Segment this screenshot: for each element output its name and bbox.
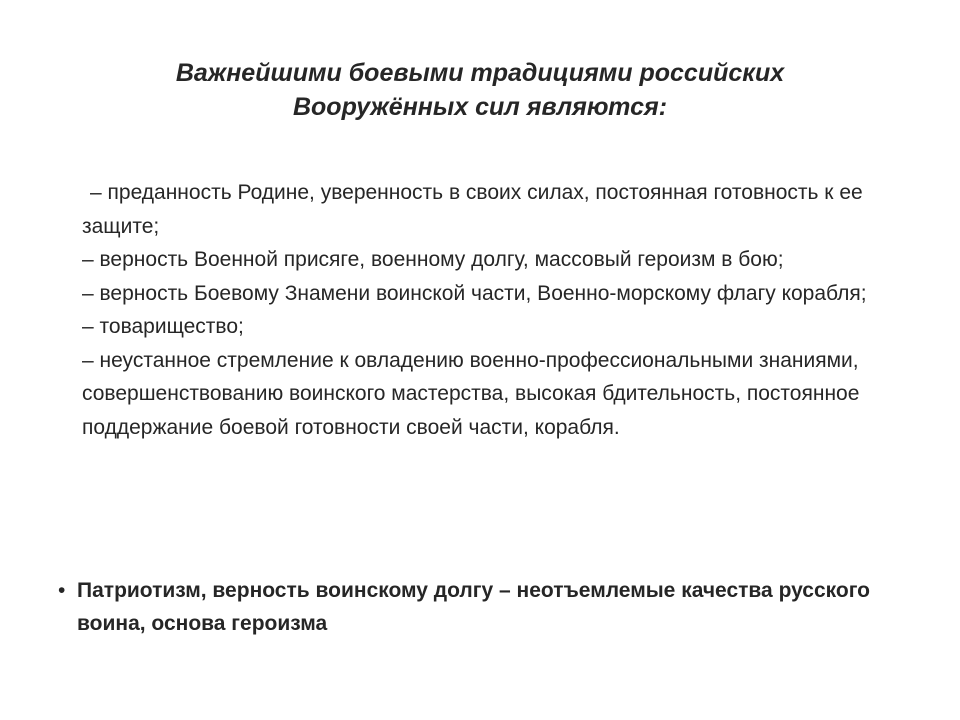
traditions-list (82, 176, 912, 444)
bullet-point (58, 574, 908, 640)
tradition-item-5: – неустанное стремление к овладению военно-профессиональными знаниями, совершенствованию воинского мастерства, высокая бдительность, постоянное поддержание боевой готовности своей части, корабля. (82, 348, 860, 439)
tradition-item-1: – преданность Родине, уверенность в своих силах, постоянная готовность к ее защите; (82, 181, 863, 238)
tradition-item-2: – верность Военной присяге, военному долгу, массовый героизм в бою; (82, 248, 784, 271)
bullet-dot-icon: • (58, 579, 66, 602)
tradition-item-3: – верность Боевому Знамени воинской части, Военно-морскому флагу корабля; (82, 281, 867, 305)
slide-title-line-2: Вооружённых сил являются: (292, 93, 668, 121)
slide-title-line-1: Важнейшими боевыми традициями российских (175, 59, 785, 87)
tradition-item-4: – товарищество; (82, 315, 244, 338)
bullet-text: Патриотизм, верность воинскому долгу – неотъемлемые качества русского воина, основа героизма (77, 579, 870, 635)
slide-title (60, 56, 900, 124)
